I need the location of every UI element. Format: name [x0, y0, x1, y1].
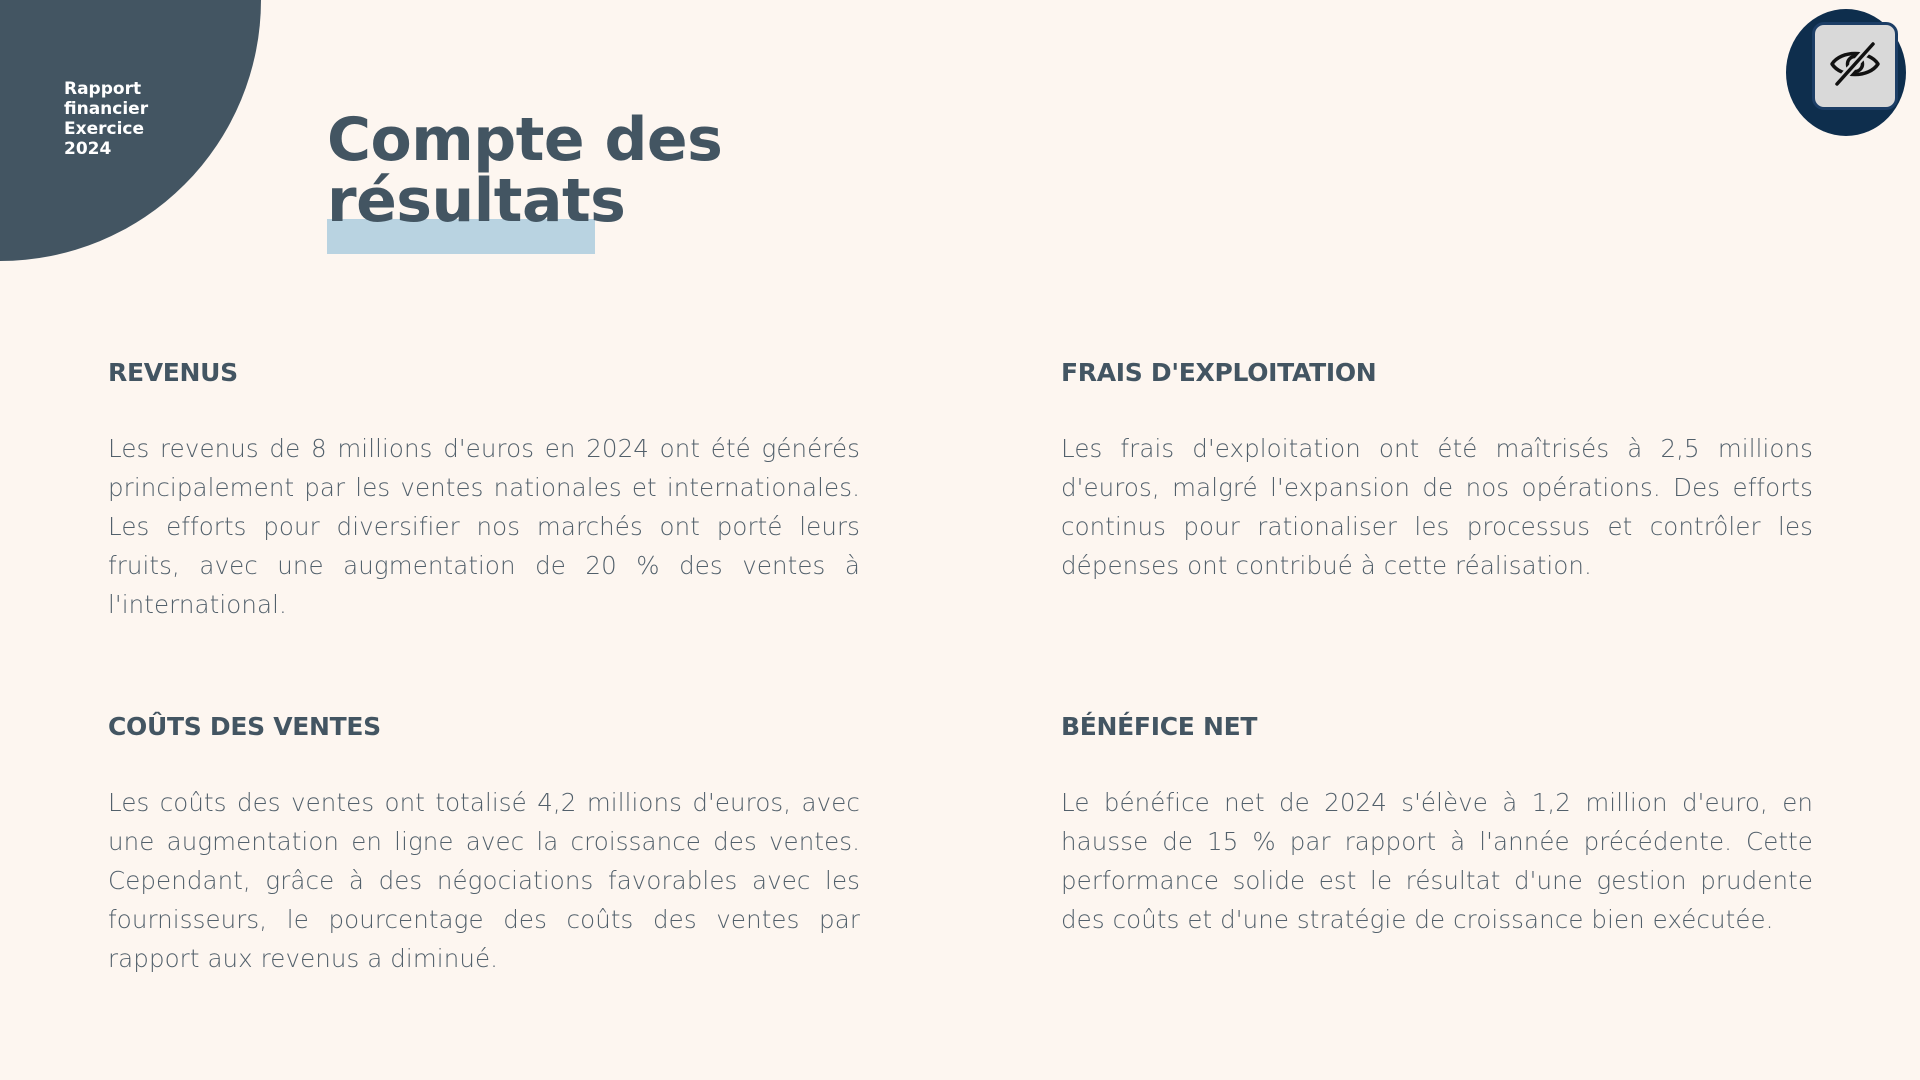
report-label-line: Rapport: [64, 79, 142, 99]
report-label-line: financier: [64, 99, 149, 119]
report-label: [64, 79, 244, 159]
section-heading: FRAIS D'EXPLOITATION: [1061, 358, 1377, 387]
section-body: Les revenus de 8 millions d'euros en 2024 ont été générés principalement par les ventes nationales et internationales. Les efforts pour diversifier nos marchés ont porté leurs fruits, avec une augmentation de 20 % des ventes à l'international.: [108, 434, 860, 619]
visibility-toggle-button[interactable]: [1812, 22, 1898, 110]
section-frais-exploitation: [1061, 358, 1813, 585]
section-couts-des-ventes: [108, 712, 860, 978]
page-title: [327, 105, 723, 236]
section-revenus: [108, 358, 860, 624]
section-body: Les frais d'exploitation ont été maîtrisés à 2,5 millions d'euros, malgré l'expansion de nos opérations. Des efforts continus pour rationaliser les processus et contrôler les dépenses ont contribué à cette réalisation.: [1061, 434, 1813, 580]
section-heading: REVENUS: [108, 358, 238, 387]
section-body: Les coûts des ventes ont totalisé 4,2 millions d'euros, avec une augmentation en ligne avec la croissance des ventes. Cependant, grâce à des négociations favorables avec les fournisseurs, le pourcentage des coûts des ventes par rapport aux revenus a diminué.: [108, 788, 860, 973]
section-body: Le bénéfice net de 2024 s'élève à 1,2 million d'euro, en hausse de 15 % par rapport à l'année précédente. Cette performance solide est le résultat d'une gestion prudente des coûts et d'une stratégie de croissance bien exécutée.: [1061, 788, 1813, 934]
eye-slash-icon: [1827, 36, 1883, 97]
page-title-line: résultats: [327, 166, 626, 236]
section-heading: COÛTS DES VENTES: [108, 712, 381, 741]
report-label-line: Exercice: [64, 119, 145, 139]
section-benefice-net: [1061, 712, 1813, 939]
page-title-line: Compte des: [327, 105, 723, 175]
report-label-line: 2024: [64, 139, 112, 159]
section-heading: BÉNÉFICE NET: [1061, 712, 1258, 741]
